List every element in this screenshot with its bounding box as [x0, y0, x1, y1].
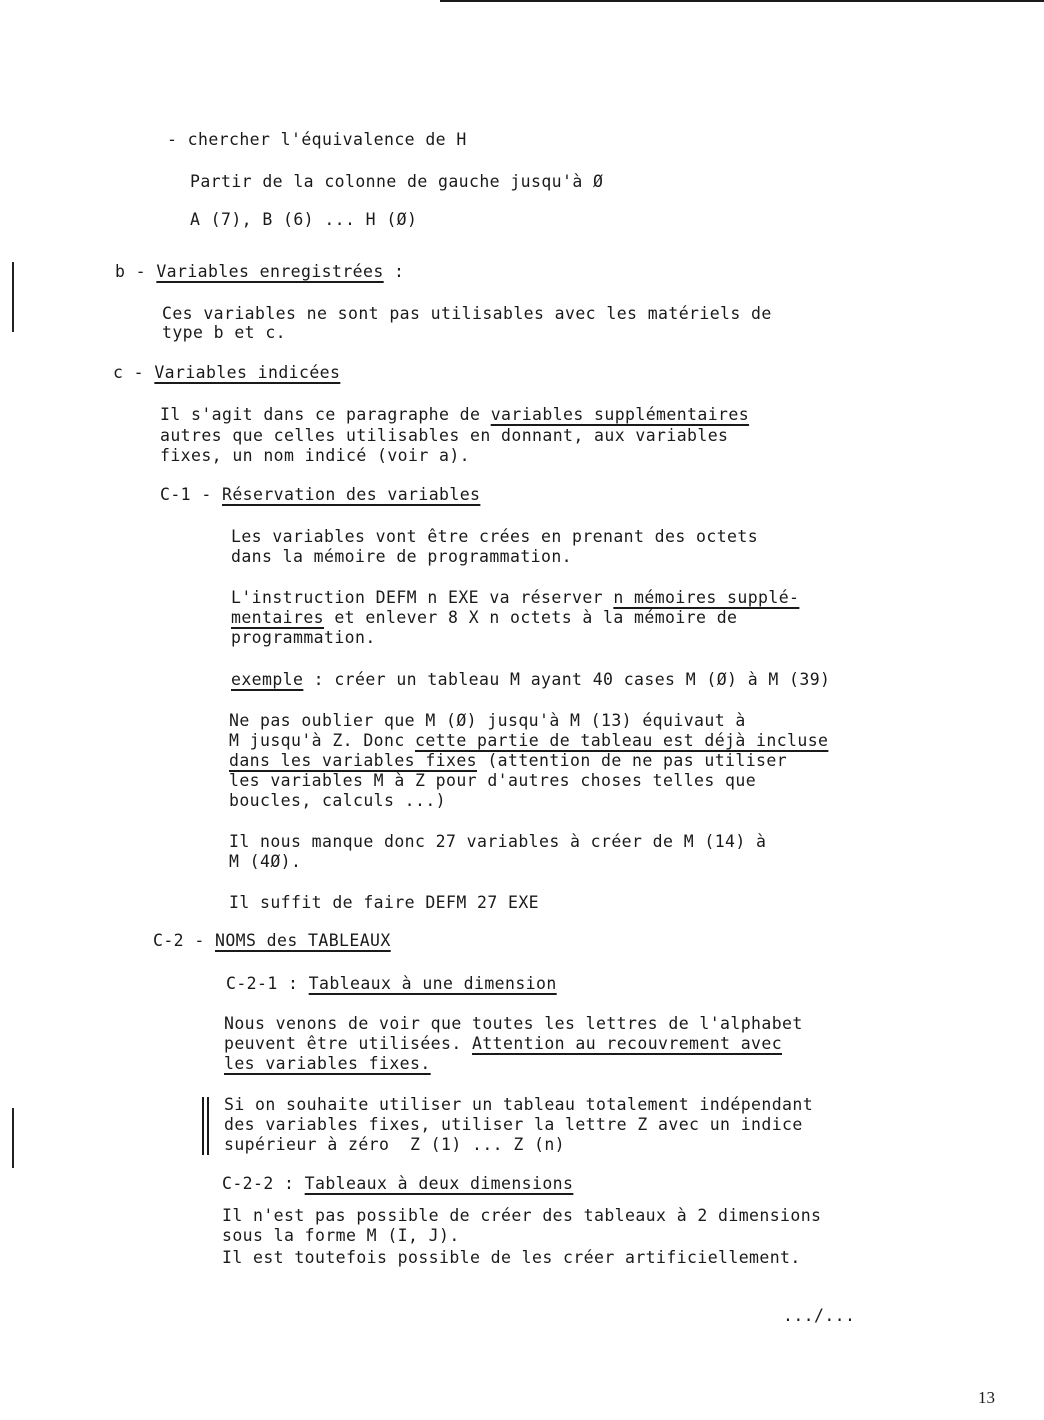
heading-b-prefix: b - [115, 262, 157, 281]
line-c-2 [160, 426, 728, 446]
page-number: 13 [978, 1388, 995, 1407]
line-c-1b: variables supplémentaires [490, 405, 750, 424]
line-c1-1: Les variables vont être crées en prenant des octets [231, 527, 759, 546]
line-c-1a: Il s'agit dans ce paragraphe de [160, 405, 491, 424]
line-c1-4b: et enlever 8 X n octets à la mémoire de [324, 608, 738, 627]
line-c1-4 [231, 608, 737, 628]
heading-c2-prefix: C-2 - [153, 931, 216, 950]
line-c21-2b: Attention au recouvrement avec [472, 1034, 783, 1053]
line-note-1: Si on souhaite utiliser un tableau totalement indépendant [224, 1095, 814, 1114]
heading-c21 [226, 974, 557, 994]
heading-c1-title: Réservation des variables [222, 485, 481, 504]
line-c22-2: sous la forme M (I, J). [222, 1226, 460, 1245]
heading-c22 [222, 1174, 573, 1194]
line-c1-8b: (attention de ne pas utiliser [477, 751, 788, 770]
heading-c22-title: Tableaux à deux dimensions [304, 1174, 574, 1193]
line-exemple [231, 670, 830, 690]
line-c21-2a: peuvent être utilisées. [224, 1034, 473, 1053]
line-c-2b: donnant, aux variables [501, 426, 729, 445]
line-c1-10: boucles, calculs ...) [229, 791, 447, 810]
line-c22-3: Il est toutefois possible de les créer artificiellement. [222, 1248, 801, 1267]
line-exemple-label: exemple [231, 670, 304, 689]
line-c1-2: dans la mémoire de programmation. [231, 547, 573, 566]
line-partir: Partir de la colonne de gauche jusqu'à Ø [190, 172, 604, 191]
heading-c21-title: Tableaux à une dimension [308, 974, 557, 993]
note-bar-right [207, 1097, 209, 1155]
line-c1-7b: cette partie de tableau est déjà incluse [415, 731, 829, 750]
heading-c2 [153, 931, 391, 951]
line-c1-13: Il suffit de faire DEFM 27 EXE [229, 893, 540, 912]
heading-c1-prefix: C-1 - [160, 485, 223, 504]
line-c1-7a: M jusqu'à Z. Donc [229, 731, 416, 750]
line-c1-8a: dans les variables fixes [229, 751, 478, 770]
line-abh: A (7), B (6) ... H (Ø) [190, 210, 418, 229]
line-c1-8 [229, 751, 787, 771]
line-c1-7 [229, 731, 828, 751]
line-c21-3a: les variables fixes. [224, 1054, 431, 1073]
line-c1-3a: L'instruction DEFM n EXE va réserver [231, 588, 614, 607]
continued-mark: .../... [783, 1306, 856, 1325]
heading-c-title: Variables indicées [154, 363, 341, 382]
line-note-3: supérieur à zéro Z (1) ... Z (n) [224, 1135, 566, 1154]
line-c1-3b: n mémoires supplé- [613, 588, 800, 607]
heading-b-title: Variables enregistrées [156, 262, 384, 281]
line-c21-1: Nous venons de voir que toutes les lettres de l'alphabet [224, 1014, 803, 1033]
heading-c2-title: NOMS des TABLEAUX [215, 931, 391, 950]
top-edge-rule [440, 0, 1044, 2]
line-c1-3 [231, 588, 799, 608]
line-b-1: Ces variables ne sont pas utilisables avec les matériels de [162, 304, 772, 323]
line-c-2a: autres que celles utilisables en [160, 426, 502, 445]
line-c-3: fixes, un nom indicé (voir a). [160, 446, 471, 465]
margin-mark-2 [12, 1108, 14, 1168]
line-c1-4a: mentaires [231, 608, 325, 627]
line-b-2: type b et c. [162, 323, 287, 342]
line-c22-1: Il n'est pas possible de créer des tableaux à 2 dimensions [222, 1206, 822, 1225]
line-c1-6: Ne pas oublier que M (Ø) jusqu'à M (13) équivaut à [229, 711, 746, 730]
heading-c21-prefix: C-2-1 : [226, 974, 309, 993]
line-c1-5: programmation. [231, 628, 376, 647]
heading-b [115, 262, 404, 282]
line-c1-11: Il nous manque donc 27 variables à créer de M (14) à [229, 832, 767, 851]
heading-c-prefix: c - [113, 363, 155, 382]
line-c1-9: les variables M à Z pour d'autres choses telles que [229, 771, 757, 790]
heading-b-suffix: : [383, 262, 405, 281]
line-c-1 [160, 405, 749, 425]
line-c21-2 [224, 1034, 782, 1054]
line-c1-12: M (4Ø). [229, 852, 302, 871]
line-chercher: - chercher l'équivalence de H [167, 130, 467, 149]
note-bar-left [202, 1097, 204, 1155]
margin-mark-1 [12, 262, 14, 332]
heading-c22-prefix: C-2-2 : [222, 1174, 305, 1193]
line-exemple-text: : créer un tableau M ayant 40 cases M (Ø) à M (39) [303, 670, 831, 689]
heading-c [113, 363, 340, 383]
line-note-2: des variables fixes, utiliser la lettre Z avec un indice [224, 1115, 803, 1134]
heading-c1 [160, 485, 480, 505]
line-c21-3 [224, 1054, 431, 1074]
